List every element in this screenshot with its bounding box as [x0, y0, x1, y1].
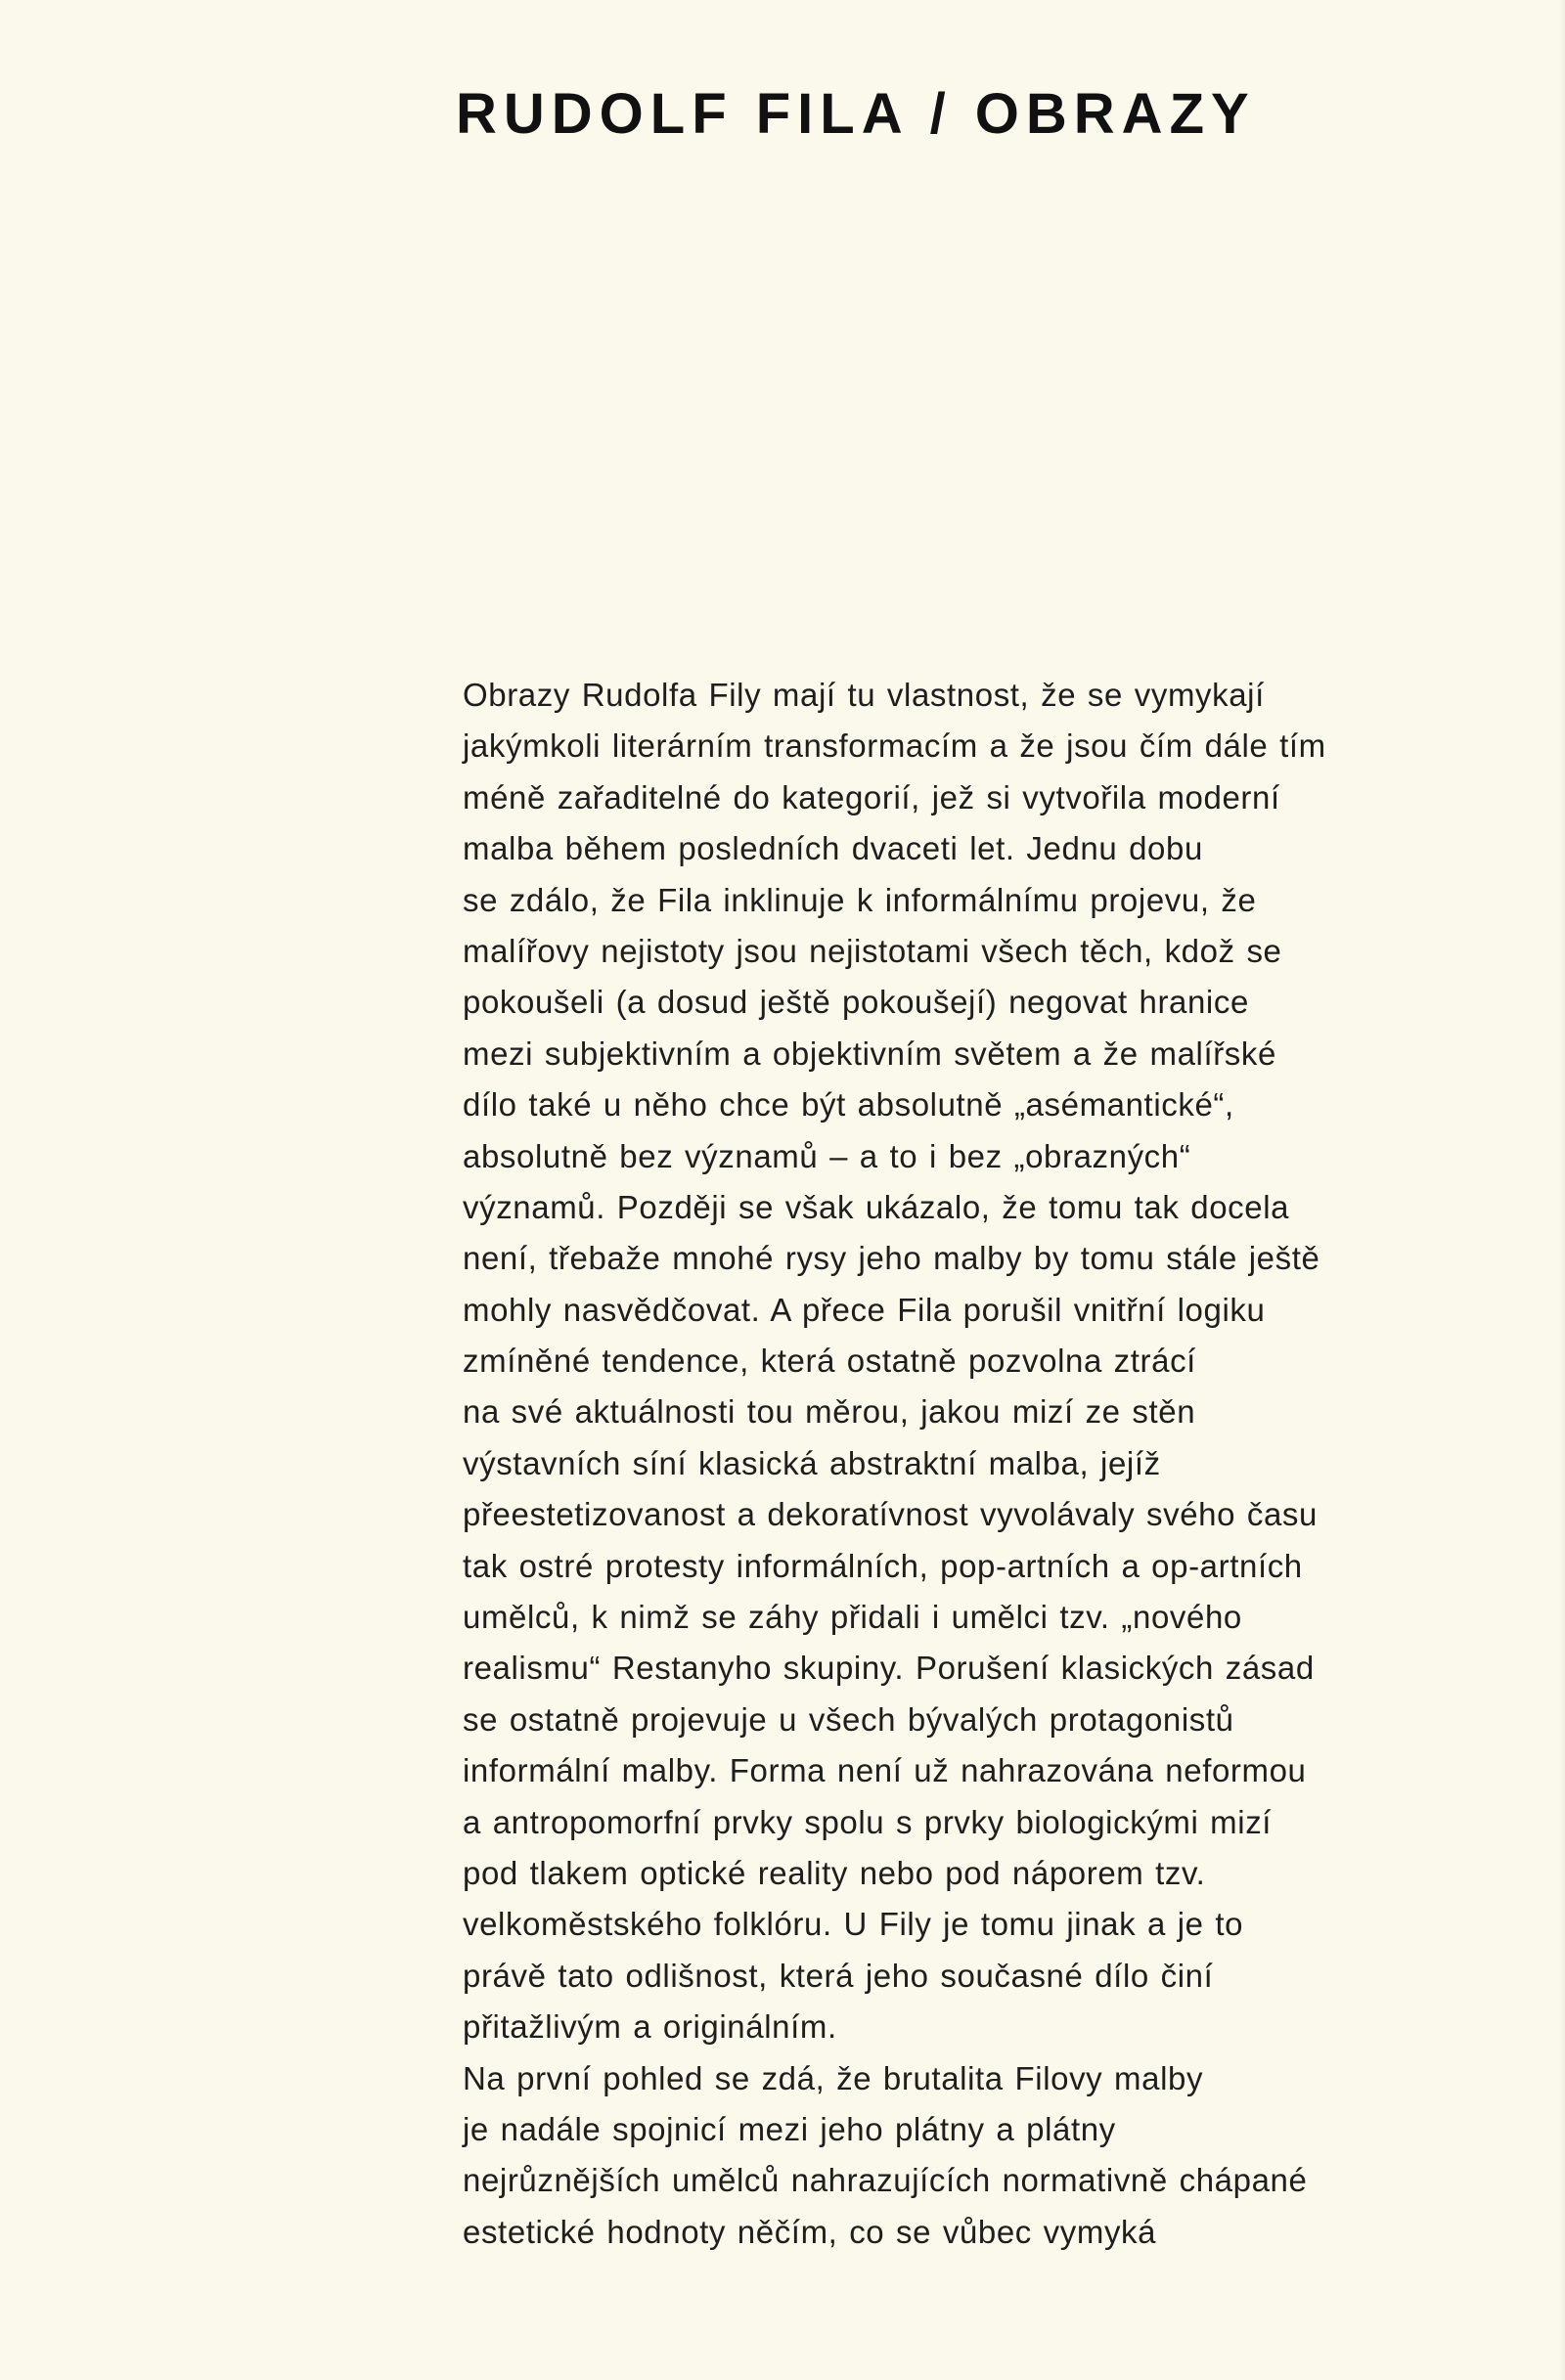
text-line: přitažlivým a originálním.	[463, 2008, 837, 2046]
text-line: na své aktuálnosti tou měrou, jakou mizí ze stěn	[463, 1393, 1196, 1431]
text-line: mohly nasvědčovat. A přece Fila porušil vnitřní logiku	[463, 1291, 1266, 1328]
text-line: umělců, k nimž se záhy přidali i umělci tzv. „nového	[463, 1599, 1242, 1636]
text-line: absolutně bez významů – a to i bez „obrazných“	[463, 1137, 1191, 1174]
text-line: se zdálo, že Fila inklinuje k informálnímu projevu, že	[463, 881, 1257, 918]
text-line: Obrazy Rudolfa Fily mají tu vlastnost, že se vymykají	[463, 677, 1265, 713]
text-line: informální malby. Forma není už nahrazována neformou	[463, 1752, 1307, 1789]
text-line: jakýmkoli literárním transformacím a že jsou čím dále tím	[463, 727, 1326, 765]
text-line: a antropomorfní prvky spolu s prvky biologickými mizí	[463, 1803, 1273, 1840]
text-line: se ostatně projevuje u všech bývalých protagonistů	[463, 1700, 1234, 1738]
text-line: velkoměstského folklóru. U Fily je tomu jinak a je to	[463, 1906, 1244, 1943]
body-text	[463, 670, 1460, 2258]
text-line: tak ostré protesty informálních, pop-artních a op-artních	[463, 1547, 1303, 1584]
text-line: malba během posledních dvaceti let. Jednu dobu	[463, 830, 1203, 867]
text-line: Na první pohled se zdá, že brutalita Filovy malby	[463, 2059, 1204, 2096]
text-line: není, třebaže mnohé rysy jeho malby by tomu stále ještě	[463, 1240, 1320, 1277]
text-line: právě tato odlišnost, která jeho současné dílo činí	[463, 1957, 1214, 1994]
text-line: je nadále spojnicí mezi jeho plátny a plátny	[463, 2110, 1116, 2147]
text-line: přeestetizovanost a dekoratívnost vyvolávaly svého času	[463, 1496, 1318, 1533]
text-line: významů. Později se však ukázalo, že tomu tak docela	[463, 1188, 1290, 1225]
text-line: méně zařaditelné do kategorií, jež si vytvořila moderní	[463, 778, 1280, 815]
text-line: realismu“ Restanyho skupiny. Porušení klasických zásad	[463, 1650, 1315, 1687]
text-line: pod tlakem optické reality nebo pod náporem tzv.	[463, 1854, 1206, 1891]
text-line: dílo také u něho chce být absolutně „asémantické“,	[463, 1086, 1234, 1124]
text-line: malířovy nejistoty jsou nejistotami všech těch, kdož se	[463, 932, 1282, 969]
text-line: estetické hodnoty něčím, co se vůbec vymyká	[463, 2213, 1157, 2250]
text-line: mezi subjektivním a objektivním světem a že malířské	[463, 1035, 1276, 1072]
text-line: výstavních síní klasická abstraktní malba, jejíž	[463, 1444, 1161, 1481]
text-line: pokoušeli (a dosud ještě pokoušejí) negovat hranice	[463, 984, 1249, 1021]
text-line: nejrůznějších umělců nahrazujících normativně chápané	[463, 2162, 1308, 2199]
text-line: zmíněné tendence, která ostatně pozvolna ztrácí	[463, 1343, 1196, 1380]
page-edge	[1559, 0, 1565, 2380]
page-title: RUDOLF FILA / OBRAZY	[456, 81, 1256, 146]
